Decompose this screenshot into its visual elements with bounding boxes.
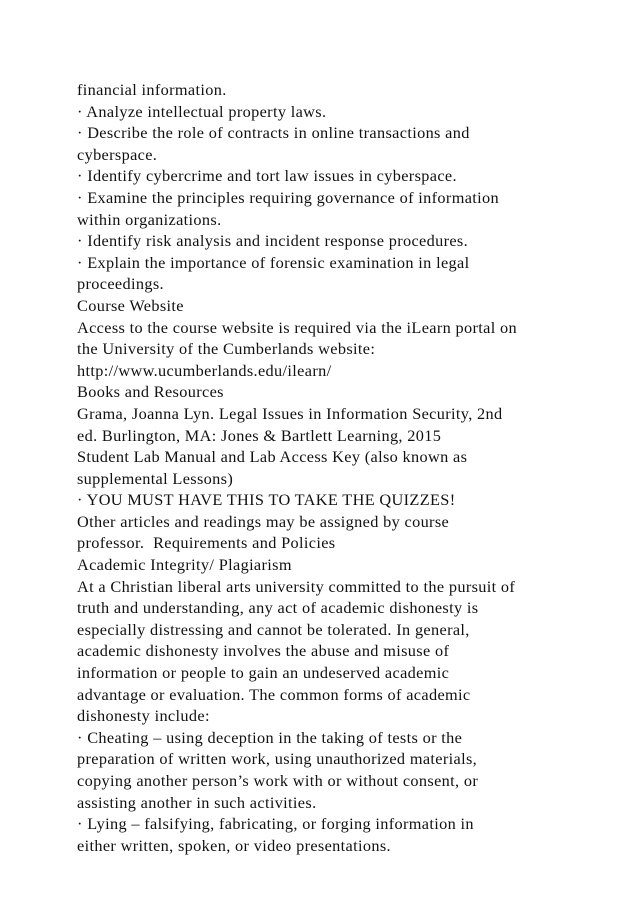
bullet-item: · Explain the importance of forensic examination in legal <box>77 252 470 272</box>
bullet-item: · Identify cybercrime and tort law issues in cyberspace. <box>77 166 457 186</box>
text-line: truth and understanding, any act of academic dishonesty is <box>77 598 479 618</box>
bullet-item: · Identify risk analysis and incident response procedures. <box>77 231 469 251</box>
section-heading-academic-integrity: Academic Integrity/ Plagiarism <box>77 555 292 575</box>
text-line: professor. Requirements and Policies <box>77 533 336 553</box>
bullet-item: · Cheating – using deception in the taking of tests or the <box>77 727 463 747</box>
bullet-item: · Lying – falsifying, fabricating, or forging information in <box>77 814 474 834</box>
text-line: Student Lab Manual and Lab Access Key (also known as <box>77 447 468 467</box>
text-line: proceedings. <box>77 274 164 294</box>
text-line: within organizations. <box>77 209 222 229</box>
text-line: the University of the Cumberlands website: <box>77 339 376 359</box>
text-line: advantage or evaluation. The common forms of academic <box>77 684 471 704</box>
text-line: dishonesty include: <box>77 706 210 726</box>
text-line: At a Christian liberal arts university committed to the pursuit of <box>77 576 516 596</box>
text-line: especially distressing and cannot be tolerated. In general, <box>77 619 470 639</box>
text-line: cyberspace. <box>77 144 158 164</box>
text-line: either written, spoken, or video presentations. <box>77 835 391 855</box>
text-line: copying another person’s work with or without consent, or <box>77 771 479 790</box>
course-website-url: http://www.ucumberlands.edu/ilearn/ <box>77 360 332 380</box>
document-body <box>77 79 617 856</box>
text-line: financial information. <box>77 80 227 99</box>
bullet-item: · Examine the principles requiring governance of information <box>77 187 500 207</box>
text-line: ed. Burlington, MA: Jones & Bartlett Learning, 2015 <box>77 425 442 445</box>
text-line: Grama, Joanna Lyn. Legal Issues in Information Security, 2nd <box>77 403 503 423</box>
text-line: preparation of written work, using unauthorized materials, <box>77 749 478 769</box>
section-heading-books-and-resources: Books and Resources <box>77 382 224 402</box>
text-line: assisting another in such activities. <box>77 792 317 812</box>
text-line: Access to the course website is required via the iLearn portal on <box>77 317 518 337</box>
text-line: information or people to gain an undeserved academic <box>77 663 450 683</box>
section-heading-course-website: Course Website <box>77 295 184 315</box>
bullet-item: · Describe the role of contracts in online transactions and <box>77 123 470 143</box>
text-line: supplemental Lessons) <box>77 468 234 488</box>
bullet-item: · Analyze intellectual property laws. <box>77 101 327 121</box>
bullet-item: · YOU MUST HAVE THIS TO TAKE THE QUIZZES! <box>77 490 456 510</box>
text-line: academic dishonesty involves the abuse and misuse of <box>77 641 450 661</box>
text-line: Other articles and readings may be assigned by course <box>77 511 450 531</box>
